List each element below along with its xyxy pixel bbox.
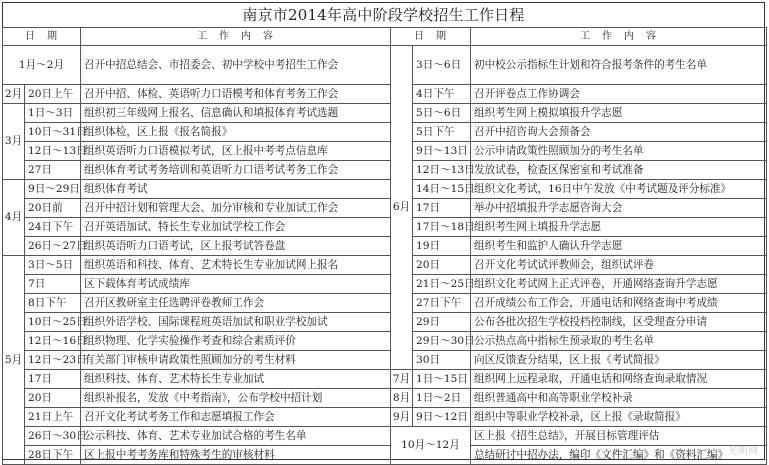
work-cell: 组织中等职业学校补录，区上报《录取简报》 xyxy=(471,408,767,427)
month-cell: 8月 xyxy=(391,389,413,408)
date-cell: 1日～15日 xyxy=(413,370,471,389)
month-cell: 5月 xyxy=(3,256,25,465)
table-row xyxy=(391,427,767,446)
date-cell: 8日下午 xyxy=(25,294,81,313)
month-cell: 6月 xyxy=(391,46,413,370)
table-row xyxy=(3,85,391,104)
table-row xyxy=(391,256,767,275)
date-cell: 12日～23日 xyxy=(25,351,81,370)
header-date: 日 期 xyxy=(391,28,471,46)
table-row xyxy=(391,142,767,161)
work-cell: 组织体育考试考务培训和英语听力口语考试考务工作会 xyxy=(81,161,391,180)
work-cell: 组织英语和科技、体育、艺术特长生专业加试网上报名 xyxy=(81,256,391,275)
table-row xyxy=(3,446,391,465)
table-row xyxy=(3,161,391,180)
date-cell: 4日下午 xyxy=(413,85,471,104)
date-cell: 20日前 xyxy=(25,199,81,218)
work-cell: 召开中招、体检、英语听力口语模考和体育考务工作会 xyxy=(81,85,391,104)
work-cell: 组织英语听力口语考试，区上报考试答卷盘 xyxy=(81,237,391,256)
date-cell: 29日 xyxy=(413,313,471,332)
work-cell: 召开中招咨询大会预备会 xyxy=(471,123,767,142)
date-cell: 29日～30日 xyxy=(413,332,471,351)
work-cell: 公示热点高中指标生预录取的考生名单 xyxy=(471,332,767,351)
date-cell: 21日～25日 xyxy=(413,275,471,294)
work-cell: 组织网上远程录取，开通电话和网络查询录取情况 xyxy=(471,370,767,389)
table-row xyxy=(391,408,767,427)
table-row xyxy=(391,389,767,408)
table-row xyxy=(391,218,767,237)
table-row xyxy=(391,46,767,85)
header-row xyxy=(391,28,767,46)
header-date: 日 期 xyxy=(3,28,81,46)
date-cell: 7日 xyxy=(25,275,81,294)
table-row xyxy=(391,237,767,256)
date-cell: 5日～6日 xyxy=(413,104,471,123)
work-cell: 召开评卷点工作协调会 xyxy=(471,85,767,104)
table-row xyxy=(3,142,391,161)
work-cell: 组织普通高中和高等职业学校补录 xyxy=(471,389,767,408)
date-cell: 12日～13日 xyxy=(25,142,81,161)
date-cell: 24日下午 xyxy=(25,218,81,237)
date-cell: 1日～3日 xyxy=(25,104,81,123)
date-cell: 26日～27日 xyxy=(25,237,81,256)
table-row xyxy=(391,85,767,104)
work-cell: 有关部门审核申请政策性照顾加分的考生材料 xyxy=(81,351,391,370)
work-cell: 召开中招计划和管理大会、加分审核和专业加试工作会 xyxy=(81,199,391,218)
work-cell: 组织科技、体育、艺术特长生专业加试 xyxy=(81,370,391,389)
work-cell: 组织考生网上模拟填报升学志愿 xyxy=(471,104,767,123)
work-cell: 召开中招总结会、市招委会、初中学校中考招生工作会 xyxy=(81,46,391,85)
work-cell: 组织初三年级网上报名、信息确认和填报体育考试选题 xyxy=(81,104,391,123)
work-cell: 初中校公示指标生计划和符合报考条件的考生名单 xyxy=(471,46,767,85)
schedule-table-left xyxy=(2,27,391,465)
work-cell: 组织文化考试，16日中午发放《中考试题及评分标准》 xyxy=(471,180,767,199)
month-cell: 2月 xyxy=(3,85,25,104)
work-cell: 组织英语听力口语模拟考试，区上报中考考点信息库 xyxy=(81,142,391,161)
table-row xyxy=(391,313,767,332)
date-cell: 20日 xyxy=(25,389,81,408)
date-cell: 17日 xyxy=(413,199,471,218)
date-cell: 17日 xyxy=(25,370,81,389)
date-cell: 9日～13日 xyxy=(413,142,471,161)
date-cell: 30日 xyxy=(413,351,471,370)
work-cell: 召开区教研室主任选聘评卷教师工作会 xyxy=(81,294,391,313)
table-row xyxy=(391,370,767,389)
date-cell: 20日 xyxy=(413,256,471,275)
date-cell: 21日上午 xyxy=(25,408,81,427)
table-row xyxy=(3,313,391,332)
date-cell: 14日～15日 xyxy=(413,180,471,199)
schedule-sheet xyxy=(2,2,765,460)
date-cell: 10日～25日 xyxy=(25,313,81,332)
table-row xyxy=(391,161,767,180)
work-cell: 向区反馈查分结果，区上报《考试简报》 xyxy=(471,351,767,370)
table-row xyxy=(3,427,391,446)
table-row xyxy=(3,389,391,408)
table-row xyxy=(391,180,767,199)
date-cell: 26日～30日 xyxy=(25,427,81,446)
date-cell: 27日 xyxy=(25,161,81,180)
date-cell: 10日～31日 xyxy=(25,123,81,142)
page-title: 南京市2014年高中阶段学校招生工作日程 xyxy=(3,3,764,28)
table-row xyxy=(3,294,391,313)
table-row xyxy=(3,370,391,389)
date-cell: 27日下午 xyxy=(413,294,471,313)
table-row xyxy=(3,408,391,427)
date-cell: 3日～6日 xyxy=(413,46,471,85)
table-row xyxy=(391,351,767,370)
month-cell: 1月～2月 xyxy=(3,46,81,85)
date-cell: 19日 xyxy=(413,237,471,256)
work-cell: 组织体育考试 xyxy=(81,180,391,199)
table-row xyxy=(3,275,391,294)
work-cell: 公布各批次招生学校投档控制线，区受理查分申请 xyxy=(471,313,767,332)
table-row xyxy=(3,199,391,218)
table-row xyxy=(3,123,391,142)
table-row xyxy=(391,104,767,123)
table-row xyxy=(3,256,391,275)
date-cell: 28日下午 xyxy=(25,446,81,465)
work-cell: 总结研讨中招办法，编印《文件汇编》和《资料汇编》 xyxy=(471,446,767,465)
date-cell: 12日～13日 xyxy=(413,161,471,180)
work-cell: 召开文化考试考务工作和志愿填报工作会 xyxy=(81,408,391,427)
month-cell: 7月 xyxy=(391,370,413,389)
work-cell: 召开英语加试、特长生专业加试学校工作会 xyxy=(81,218,391,237)
table-row xyxy=(391,294,767,313)
work-cell: 组织外语学校、国际课程班英语加试和职业学校加试 xyxy=(81,313,391,332)
table-row xyxy=(3,332,391,351)
work-cell: 区上报《招生总结》，开展目标管理评估 xyxy=(471,427,767,446)
header-row xyxy=(3,28,391,46)
work-cell: 组织物理、化学实验操作考查和综合素质评价 xyxy=(81,332,391,351)
date-cell: 3日～5日 xyxy=(25,256,81,275)
table-row xyxy=(391,275,767,294)
table-row xyxy=(3,351,391,370)
work-cell: 举办中招填报升学志愿咨询大会 xyxy=(471,199,767,218)
table-row xyxy=(3,237,391,256)
date-cell: 5日下午 xyxy=(413,123,471,142)
work-cell: 组织文化考试网上正式评卷，开通网络查询升学志愿 xyxy=(471,275,767,294)
work-cell: 区上报中考考务库和特殊考生的审核材料 xyxy=(81,446,391,465)
header-work: 工 作 内 容 xyxy=(471,28,767,46)
month-cell: 4月 xyxy=(3,180,25,256)
work-cell: 组织考生网上填报升学志愿 xyxy=(471,218,767,237)
date-cell: 9日～12日 xyxy=(413,408,471,427)
month-cell: 10月～12月 xyxy=(391,427,471,465)
work-cell: 区下载体育考试成绩库 xyxy=(81,275,391,294)
work-cell: 公示申请政策性照顾加分的考生名单 xyxy=(471,142,767,161)
table-row xyxy=(391,123,767,142)
date-cell: 17日～18日 xyxy=(413,218,471,237)
work-cell: 公示科技、体育、艺术专业加试合格的考生名单 xyxy=(81,427,391,446)
table-row xyxy=(3,180,391,199)
month-cell: 9月 xyxy=(391,408,413,427)
table-row xyxy=(391,199,767,218)
date-cell: 12日～16日 xyxy=(25,332,81,351)
work-cell: 召开文化考试试评教师会，组织试评卷 xyxy=(471,256,767,275)
table-row xyxy=(3,104,391,123)
header-work: 工 作 内 容 xyxy=(81,28,391,46)
table-row xyxy=(391,332,767,351)
month-cell: 3月 xyxy=(3,104,25,180)
work-cell: 组织体检，区上报《报名简报》 xyxy=(81,123,391,142)
work-cell: 组织考生和监护人确认升学志愿 xyxy=(471,237,767,256)
watermark: 光明网 xyxy=(728,446,758,457)
date-cell: 9日～29日 xyxy=(25,180,81,199)
table-row xyxy=(3,218,391,237)
schedule-table-right xyxy=(390,27,767,465)
table-row xyxy=(3,46,391,85)
date-cell: 1日～2日 xyxy=(413,389,471,408)
work-cell: 召开成绩公布工作会，开通电话和网络查询中考成绩 xyxy=(471,294,767,313)
date-cell: 20日上午 xyxy=(25,85,81,104)
work-cell: 组织补报名，发放《中考指南》，公布学校中招计划 xyxy=(81,389,391,408)
work-cell: 发放试卷，检查区保密室和考试准备 xyxy=(471,161,767,180)
